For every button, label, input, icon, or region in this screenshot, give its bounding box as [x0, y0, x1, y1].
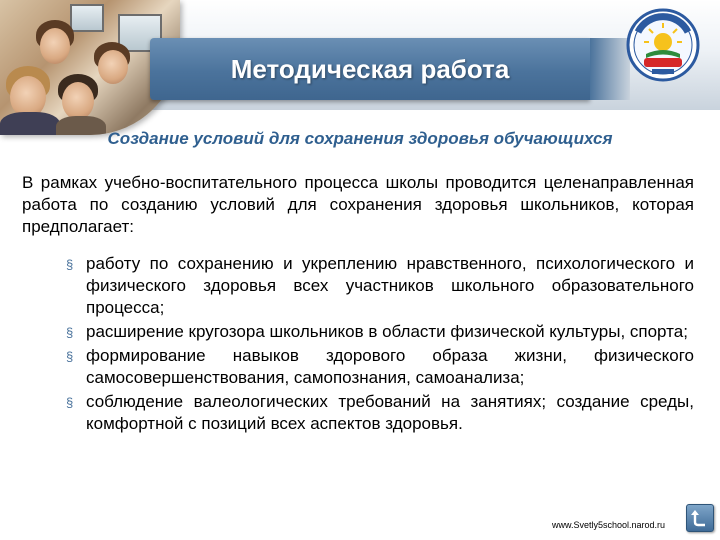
bullet-marker-icon: § — [66, 325, 74, 340]
bullet-text: расширение кругозора школьников в области физической культуры, спорта; — [86, 322, 688, 341]
bullet-marker-icon: § — [66, 395, 74, 410]
school-emblem-icon — [626, 8, 700, 82]
list-item — [66, 391, 694, 435]
list-item — [66, 253, 694, 319]
return-arrow-icon — [687, 505, 713, 531]
slide-subtitle: Создание условий для сохранения здоровья обучающихся — [107, 129, 613, 148]
bullet-text: формирование навыков здорового образа жизни, физического самосовершенствования, самопознания, самоанализа; — [86, 346, 694, 387]
bullet-text: работу по сохранению и укреплению нравственного, психологического и физического здоровья всех участников школьного образовательного процесса; — [86, 254, 694, 317]
list-item — [66, 321, 694, 343]
return-button[interactable] — [686, 504, 714, 532]
list-item — [66, 345, 694, 389]
bullet-text: соблюдение валеологических требований на занятиях; создание среды, комфортной с позиций всех аспектов здоровья. — [86, 392, 694, 433]
bullet-marker-icon: § — [66, 349, 74, 364]
website-url[interactable]: www.Svetly5school.narod.ru — [552, 520, 666, 530]
bullet-marker-icon: § — [66, 257, 74, 272]
title-bar-fade — [590, 38, 630, 100]
slide-title: Методическая работа — [230, 53, 510, 84]
intro-paragraph: В рамках учебно-воспитательного процесса школы проводится целенаправленная работа по созданию условий для сохранения здоровья школьников, которая предполагает: — [22, 173, 694, 236]
bullet-list — [66, 253, 694, 437]
